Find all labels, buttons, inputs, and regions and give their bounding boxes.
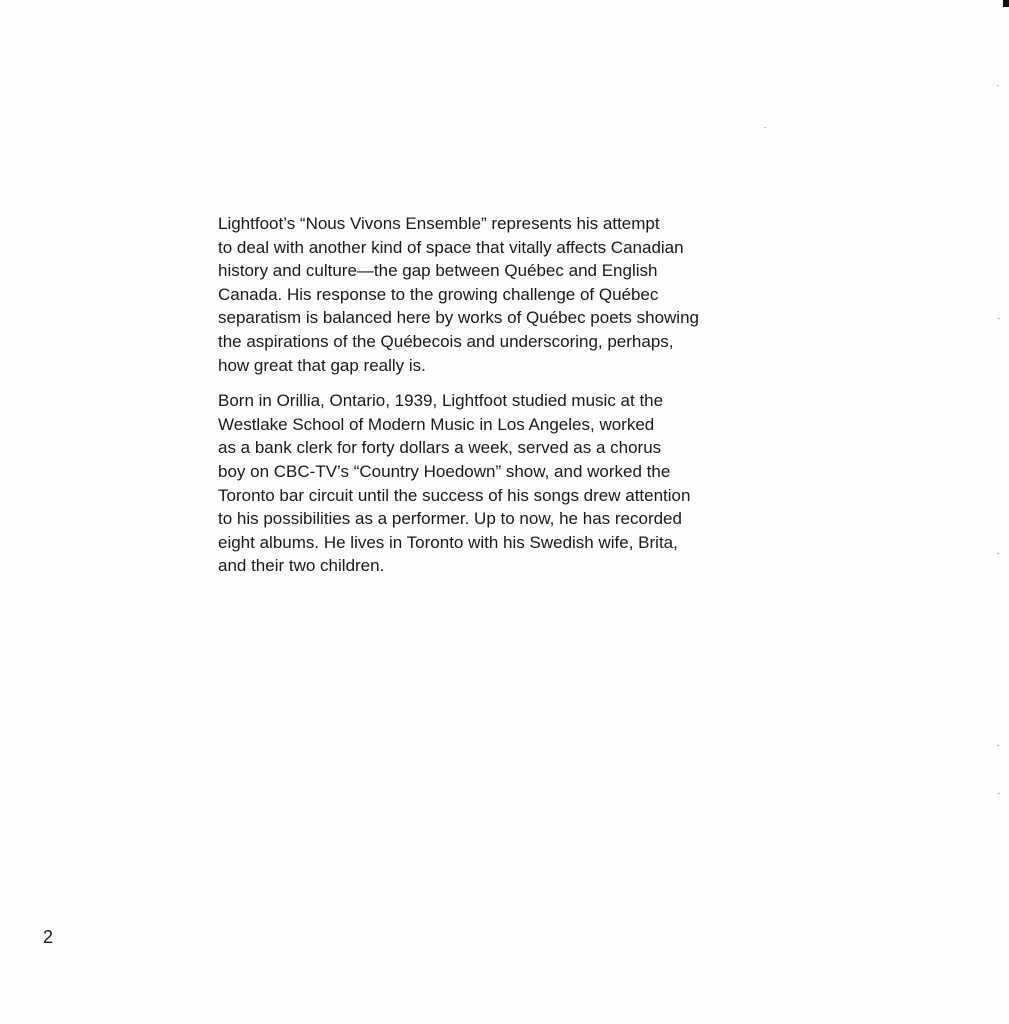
text-line: as a bank clerk for forty dollars a week, served as a chorus [218, 438, 662, 458]
text-line: boy on CBC-TV’s “Country Hoedown” show, and worked the [218, 461, 671, 481]
text-line: the aspirations of the Québecois and underscoring, perhaps, [218, 331, 674, 351]
paragraph-nous-vivons-ensemble [218, 212, 758, 377]
text-line: Lightfoot’s “Nous Vivons Ensemble” represents his attempt [218, 214, 660, 233]
text-line: how great that gap really is. [218, 355, 426, 375]
text-line: Born in Orillia, Ontario, 1939, Lightfoot studied music at the [218, 391, 664, 411]
scan-speck [997, 745, 999, 746]
scan-speck [997, 553, 999, 554]
text-line: to deal with another kind of space that vitally affects Canadian [218, 237, 684, 257]
text-line: Toronto bar circuit until the success of his songs drew attention [218, 485, 691, 505]
scan-speck [998, 318, 1000, 319]
text-line: and their two children. [218, 556, 385, 576]
text-line: Canada. His response to the growing challenge of Québec [218, 284, 659, 304]
page-number: 2 [43, 927, 54, 947]
text-line: eight albums. He lives in Toronto with his Swedish wife, Brita, [218, 532, 678, 552]
paragraph-biography [218, 389, 758, 578]
text-line: history and culture—the gap between Québec and English [218, 261, 658, 281]
scan-corner-mark [1003, 0, 1009, 7]
scan-speck [764, 127, 766, 128]
text-line: Westlake School of Modern Music in Los Angeles, worked [218, 414, 655, 434]
body-text [218, 212, 758, 590]
scan-speck [998, 793, 1000, 794]
text-line: separatism is balanced here by works of Québec poets showing [218, 308, 699, 328]
text-line: to his possibilities as a performer. Up to now, he has recorded [218, 509, 682, 529]
scan-speck [997, 85, 999, 86]
